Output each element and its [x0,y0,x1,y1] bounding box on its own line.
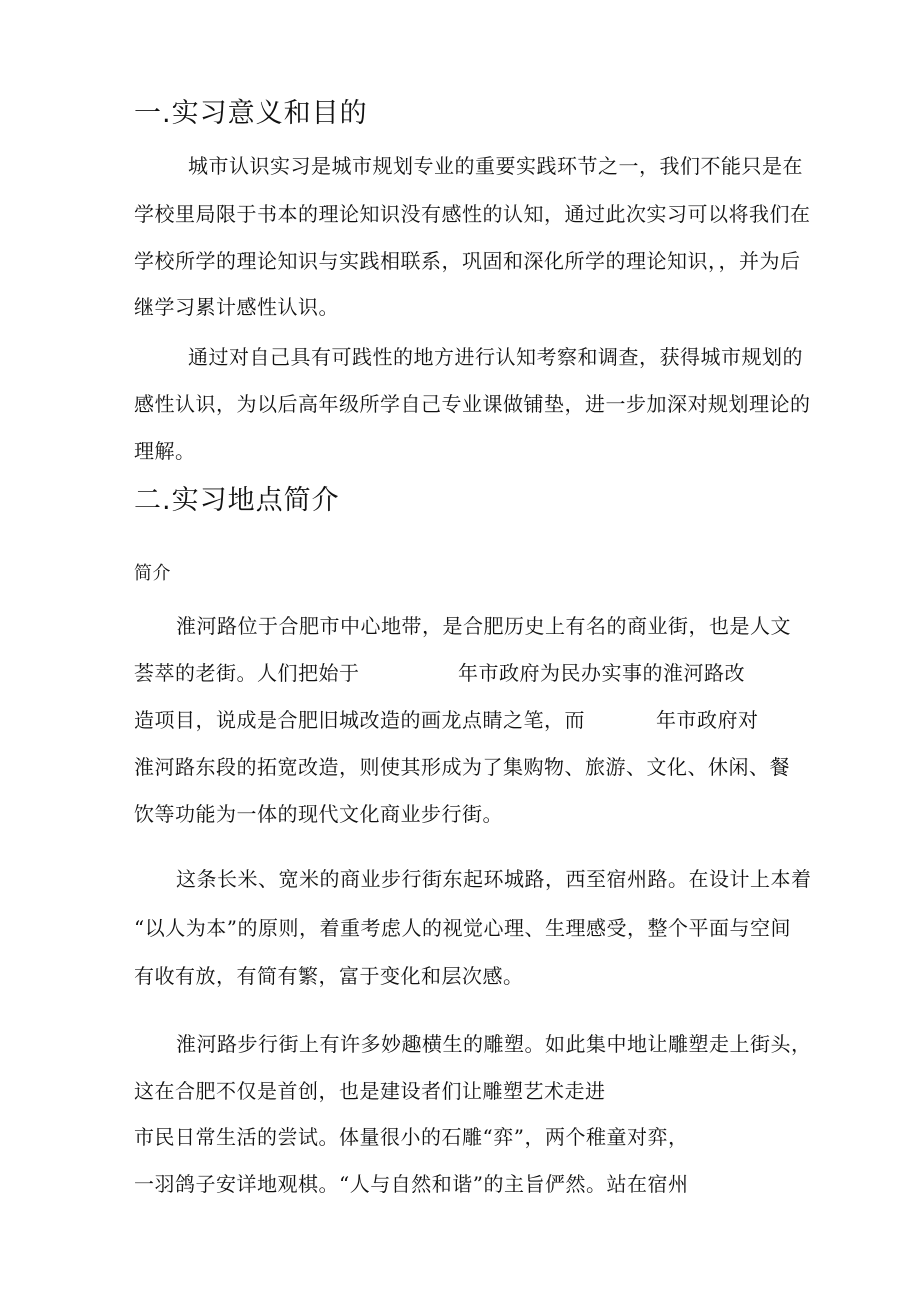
paragraph-line: 学校里局限于书本的理论知识没有感性的认知，通过此次实习可以将我们在 [134,202,811,226]
section-2-heading: 二.实习地点简介 [134,485,340,516]
paragraph-line: 感性认识，为以后高年级所学自己专业课做铺垫，进一步加深对规划理论的 [134,392,811,416]
paragraph-line: 淮河路位于合肥市中心地带，是合肥历史上有名的商业街，也是人文 [176,614,791,638]
section-1-heading: 一.实习意义和目的 [134,98,368,129]
paragraph-line: 市民日常生活的尝试。体量很小的石雕“弈”，两个稚童对弈， [134,1125,689,1149]
section-2-subheading: 简介 [134,563,171,584]
paragraph-line: 这条长米、宽米的商业步行街东起环城路，西至宿州路。在设计上本着 [176,867,812,891]
paragraph-line: 饮等功能为一体的现代文化商业步行街。 [134,802,503,826]
paragraph-line: 淮河路东段的拓宽改造，则使其形成为了集购物、旅游、文化、休闲、餐 [134,755,790,779]
paragraph-line: 一羽鸽子安详地观棋。“人与自然和谐”的主旨俨然。站在宿州 [134,1172,689,1196]
paragraph-line: 城市认识实习是城市规划专业的重要实践环节之一，我们不能只是在 [188,154,803,178]
paragraph-line: 造项目，说成是合肥旧城改造的画龙点睛之笔，而 [134,708,585,732]
paragraph-line: “以人为本”的原则，着重考虑人的视觉心理、生理感受，整个平面与空间 [134,916,791,940]
paragraph-line: 学校所学的理论知识与实践相联系，巩固和深化所学的理论知识，，并为后 [134,249,801,273]
paragraph-line: 这在合肥不仅是首创，也是建设者们让雕塑艺术走进 [134,1079,606,1103]
paragraph-line: 年市政府对 [656,708,759,732]
paragraph-line: 继学习累计感性认识。 [134,295,339,319]
paragraph-line: 理解。 [134,439,196,463]
paragraph-line: 年市政府为民办实事的淮河路改 [458,661,745,685]
paragraph-line: 有收有放，有简有繁，富于变化和层次感。 [134,964,524,988]
paragraph-line: 荟萃的老街。人们把始于 [134,661,360,685]
paragraph-line: 淮河路步行街上有许多妙趣横生的雕塑。如此集中地让雕塑走上街头， [176,1032,812,1056]
paragraph-line: 通过对自己具有可践性的地方进行认知考察和调查，获得城市规划的 [188,345,803,369]
